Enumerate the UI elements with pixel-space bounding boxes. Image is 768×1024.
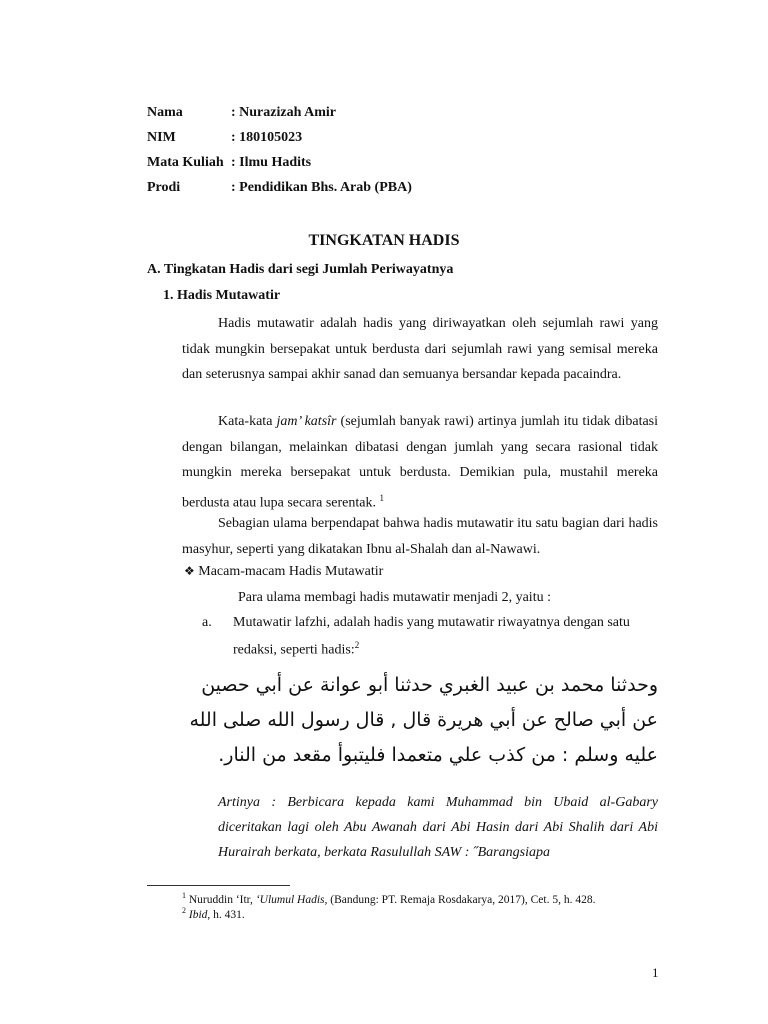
paragraph-text: Kata-kata	[218, 414, 277, 429]
list-item-a-line1: Mutawatir lafzhi, adalah hadis yang mutawatir riwayatnya dengan satu	[233, 615, 630, 630]
document-title: TINGKATAN HADIS	[308, 232, 460, 249]
diamond-bullet-icon: ❖	[184, 564, 195, 578]
bullet-intro: Para ulama membagi hadis mutawatir menjadi 2, yaitu :	[238, 590, 551, 605]
identity-value: : 180105023	[231, 130, 303, 145]
identity-label: Prodi	[147, 180, 181, 195]
identity-row-nama	[147, 100, 412, 125]
footnote-work: ‘Ulumul Hadis,	[255, 893, 328, 906]
list-item-marker-a: a.	[202, 615, 212, 630]
identity-value: : Ilmu Hadits	[231, 155, 312, 170]
identity-label: Nama	[147, 105, 183, 120]
identity-row-prodi	[147, 175, 412, 200]
identity-block	[147, 100, 412, 200]
identity-label: NIM	[147, 130, 176, 145]
footnote-author: Nuruddin ‘Itr,	[188, 893, 256, 906]
section-heading-a: A. Tingkatan Hadis dari segi Jumlah Periwayatnya	[147, 262, 454, 277]
footnote-ref-1[interactable]: 1	[379, 492, 384, 503]
identity-row-mata-kuliah	[147, 150, 412, 175]
paragraph-definition	[182, 311, 658, 388]
footnote-number: 1	[182, 891, 186, 900]
list-item-a-text: redaksi, seperti hadis:	[233, 642, 355, 658]
footnote-separator	[147, 885, 290, 886]
identity-row-nim	[147, 125, 412, 150]
bullet-heading	[184, 564, 383, 580]
footnote-ref-2[interactable]: 2	[354, 640, 360, 650]
footnote-2	[182, 906, 245, 921]
footnote-work: Ibid	[188, 908, 208, 921]
arabic-hadith-line-3: عليه وسلم : من كذب علي متعمدا فليتبوأ مقعد من النار.	[218, 744, 658, 766]
identity-label: Mata Kuliah	[147, 155, 224, 170]
identity-value: : Nurazizah Amir	[231, 105, 336, 120]
term-jam-katsir: jam’ katsîr	[276, 414, 337, 429]
paragraph-ulama-text: Sebagian ulama berpendapat bahwa hadis mutawatir itu satu bagian dari hadis masyhur, seperti yang dikatakan Ibnu al-Shalah dan al-Nawawi.	[182, 516, 658, 557]
page-number: 1	[652, 965, 659, 980]
arabic-hadith-line-1: وحدثنا محمد بن عبيد الغبري حدثنا أبو عوانة عن أبي حصين	[201, 674, 658, 696]
paragraph-definition-text: Hadis mutawatir adalah hadis yang diriwayatkan oleh sejumlah rawi yang tidak mungkin bersepakat untuk berdusta dari sejumlah rawi yang semisal mereka dan seterusnya sampai akhir sanad dan semuanya bersandar kepada pacaindra.	[182, 316, 658, 383]
arabic-hadith-line-2: عن أبي صالح عن أبي هريرة قال , قال رسول الله صلى الله	[189, 709, 658, 731]
footnote-text: , h. 431.	[207, 908, 245, 921]
identity-value: : Pendidikan Bhs. Arab (PBA)	[231, 180, 412, 195]
paragraph-jam-katsir	[182, 409, 658, 516]
footnote-number: 2	[182, 906, 186, 915]
bullet-heading-text: Macam-macam Hadis Mutawatir	[198, 564, 384, 579]
paragraph-ulama	[182, 511, 658, 562]
list-item-a-line2	[233, 640, 359, 659]
subsection-heading-1: 1. Hadis Mutawatir	[163, 288, 281, 303]
footnote-text: (Bandung: PT. Remaja Rosdakarya, 2017), Cet. 5, h. 428.	[327, 893, 596, 906]
footnote-1	[182, 891, 595, 906]
paragraph-text: (sejumlah banyak rawi) artinya jumlah itu tidak dibatasi dengan bilangan, melainkan dibatasi dengan jumlah yang secara rasional tidak mungkin mereka bersepakat untuk berdusta. Demikian pula, mustahil mereka berdusta atau lupa secara serentak.	[182, 414, 659, 511]
hadith-translation: Artinya : Berbicara kepada kami Muhammad bin Ubaid al-Gabary diceritakan lagi oleh Abu Awanah dari Abi Hasin dari Abi Shalih dari Abi Hurairah berkata, berkata Rasulullah SAW : ˝Barangsiapa	[218, 795, 658, 860]
